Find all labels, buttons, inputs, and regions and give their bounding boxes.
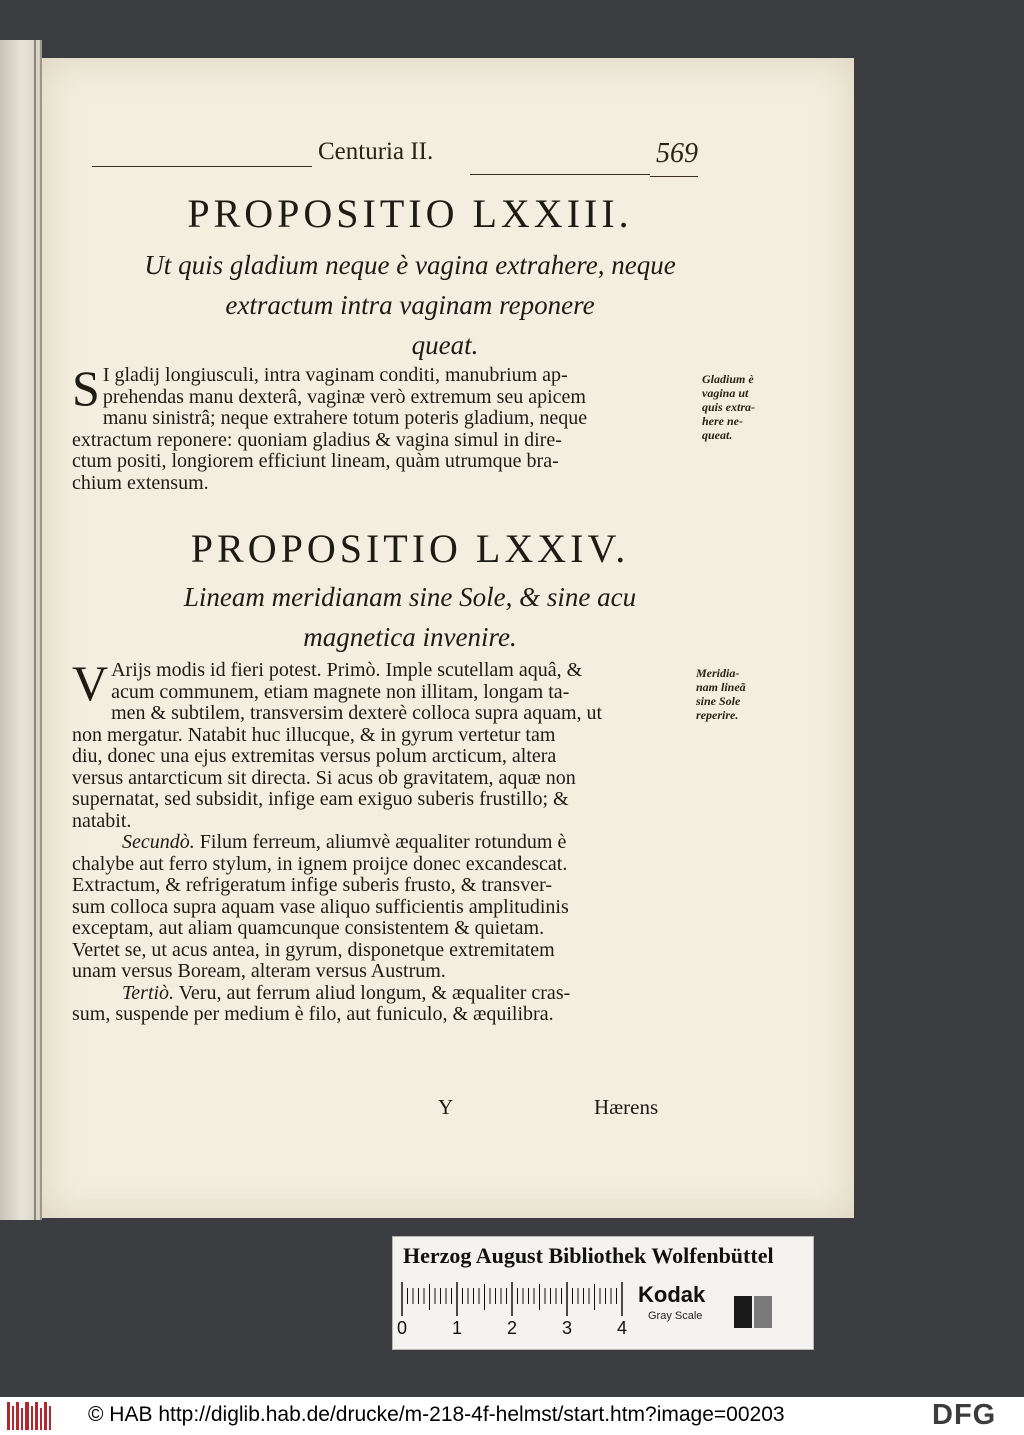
text-line: Vertet se, ut acus antea, in gyrum, disponetque extremitatem: [72, 938, 555, 961]
running-head: Centuria II.: [318, 138, 434, 165]
proposition-73-title: PROPOSITIO LXXIII.: [187, 191, 633, 236]
scale-number: 1: [452, 1318, 463, 1338]
note-line: reperire.: [696, 708, 739, 722]
note-line: nam lineã: [696, 680, 746, 694]
subtitle-line: Lineam meridianam sine Sole, & sine acu: [183, 582, 637, 612]
signature-mark: Y: [438, 1095, 454, 1119]
text-line: supernatat, sed subsidit, infige eam exiguo suberis frustillo; &: [72, 788, 569, 810]
dropcap: S: [72, 360, 100, 416]
note-line: queat.: [702, 428, 733, 442]
scale-number: 4: [617, 1318, 628, 1338]
proposition-74-title: PROPOSITIO LXXIV.: [190, 526, 630, 571]
page-number: 569: [656, 138, 698, 169]
tertio-label: Tertiò.: [122, 981, 175, 1004]
note-line: quis extra-: [702, 400, 756, 414]
note-line: Gladium è: [702, 372, 754, 386]
dropcap: V: [72, 655, 109, 711]
text-line: [72, 983, 694, 1005]
hab-barcode-icon: [6, 1400, 52, 1432]
header-rule-left: [92, 166, 312, 167]
text-line: chium extensum.: [72, 471, 209, 494]
text-line: sum, suspende per medium è filo, aut funiculo, & æquilibra.: [72, 1003, 554, 1025]
note-line: sine Sole: [696, 694, 741, 708]
text-line: exceptam, aut aliam quamcunque consistentem & quietam.: [72, 917, 545, 939]
text-line: prehendas manu dexterâ, vaginæ verò extremum seu apicem: [102, 385, 586, 408]
header-rule-mid: [470, 174, 650, 175]
ruler-scale: [400, 1282, 632, 1316]
note-line: vagina ut: [702, 386, 749, 400]
footer-source-link[interactable]: © HAB http://diglib.hab.de/drucke/m-218-4f-helmst/start.htm?image=00203: [88, 1403, 785, 1426]
proposition-73-body: [72, 360, 694, 494]
text-line: ctum positi, longiorem efficiunt lineam, quàm utrumque bra-: [72, 450, 559, 472]
text-line: acum communem, etiam magnete non illitam, longam ta-: [111, 680, 570, 703]
text-line: manu sinistrâ; neque extrahere totum poteris gladium, neque: [102, 407, 588, 429]
text-line: diu, donec una ejus extremitas versus polum arcticum, altera: [72, 745, 557, 767]
text-line: men & subtilem, transversim dexterè colloca supra aquam, ut: [111, 702, 603, 724]
subtitle-line: Ut quis gladium neque è vagina extrahere, neque: [144, 250, 676, 280]
text-line: sum colloca supra aquam vase aliquo sufficientis amplitudinis: [72, 895, 569, 918]
header-rule-right: [650, 176, 698, 177]
secundo-label: Secundò.: [122, 831, 195, 853]
text-line: Extractum, & refrigeratum infige suberis frusto, & transver-: [72, 874, 552, 896]
proposition-74-subtitle: [60, 577, 760, 657]
text-line: extractum reponere: quoniam gladius & vagina simul in dire-: [72, 428, 562, 451]
dfg-logo: DFG: [932, 1399, 997, 1431]
text-run: Veru, aut ferrum aliud longum, & æqualiter cras-: [178, 981, 571, 1004]
subtitle-line: queat.: [411, 330, 479, 360]
note-line: Meridia-: [696, 666, 740, 680]
margin-note-74: [696, 666, 786, 722]
library-name: Herzog August Bibliothek Wolfenbüttel: [403, 1243, 774, 1268]
scale-number: 2: [507, 1318, 518, 1338]
text-line: versus antarcticum sit directa. Si acus ob gravitatem, aquæ non: [72, 766, 576, 789]
text-line: I gladij longiusculi, intra vaginam conditi, manubrium ap-: [102, 364, 568, 386]
kodak-brand: Kodak: [638, 1282, 706, 1307]
note-line: here ne-: [702, 414, 743, 428]
text-run: Filum ferreum, aliumvè æqualiter rotundum è: [199, 831, 567, 853]
scale-number: 0: [397, 1318, 408, 1338]
scale-number: 3: [562, 1318, 573, 1338]
text-line: Arijs modis id fieri potest. Primò. Imple scutellam aquâ, &: [111, 659, 583, 681]
text-line: non mergatur. Natabit huc illucque, & in gyrum vertetur tam: [72, 723, 556, 746]
catchword: Hærens: [594, 1095, 659, 1119]
text-line: unam versus Boream, alteram versus Austrum.: [72, 960, 446, 982]
black-swatch: [734, 1296, 752, 1328]
text-line: natabit.: [72, 809, 132, 832]
proposition-74-body: [72, 655, 694, 1026]
text-line: chalybe aut ferro stylum, in ignem proijce donec excandescat.: [72, 852, 568, 875]
margin-note-73: [702, 372, 792, 442]
subtitle-line: extractum intra vaginam reponere: [225, 290, 595, 320]
gray-scale-label: Gray Scale: [648, 1310, 703, 1322]
subtitle-line: magnetica invenire.: [303, 622, 517, 652]
proposition-73-subtitle: [60, 245, 760, 365]
gray-swatch: [754, 1296, 772, 1328]
text-line: [72, 832, 694, 854]
left-page-edges: [0, 40, 42, 1220]
